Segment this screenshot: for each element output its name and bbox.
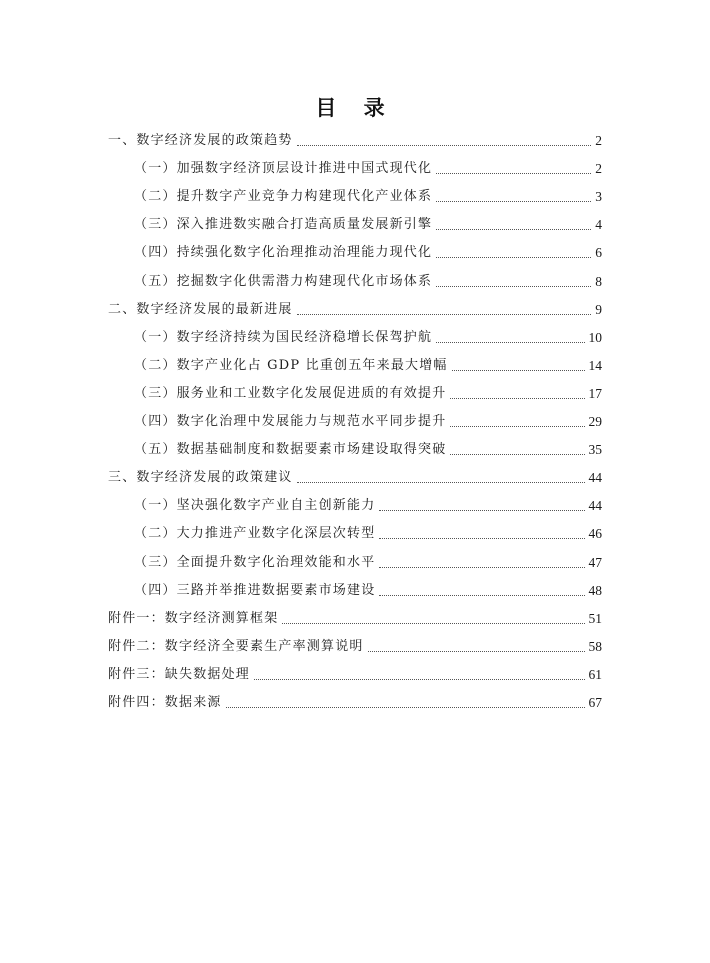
toc-entry[interactable] xyxy=(108,433,602,461)
toc-entry[interactable] xyxy=(108,180,602,208)
toc-page-number: 14 xyxy=(588,357,602,373)
toc-entry[interactable] xyxy=(108,293,602,321)
toc-page-number: 10 xyxy=(588,329,602,345)
toc-title: 目 录 xyxy=(315,96,395,120)
toc-dot-leader xyxy=(379,537,584,539)
toc-entry-text: （四）三路并举推进数据要素市场建设 xyxy=(134,582,376,598)
toc-dot-leader xyxy=(436,228,591,230)
toc-dot-leader xyxy=(450,397,584,399)
toc-page-number: 2 xyxy=(595,133,602,149)
toc-page-number: 44 xyxy=(588,498,602,514)
toc-dot-leader xyxy=(436,285,591,287)
toc-entry[interactable] xyxy=(108,630,602,658)
toc-page-number: 2 xyxy=(595,161,602,177)
toc-page-number: 44 xyxy=(588,470,602,486)
toc-page-number: 51 xyxy=(588,610,602,626)
toc-dot-leader xyxy=(282,622,584,624)
toc-page-number: 61 xyxy=(588,666,602,682)
toc-dot-leader xyxy=(450,453,584,455)
toc-dot-leader xyxy=(254,678,584,680)
toc-entry[interactable] xyxy=(108,405,602,433)
toc-dot-leader xyxy=(436,341,584,343)
toc-dot-leader xyxy=(297,313,592,315)
toc-list xyxy=(108,124,602,714)
toc-dot-leader xyxy=(450,425,584,427)
toc-entry[interactable] xyxy=(108,377,602,405)
toc-entry-text: （三）深入推进数实融合打造高质量发展新引擎 xyxy=(134,217,433,233)
toc-entry[interactable] xyxy=(108,152,602,180)
toc-entry-text: 附件三：缺失数据处理 xyxy=(108,666,251,682)
toc-entry[interactable] xyxy=(108,658,602,686)
toc-entry[interactable] xyxy=(108,349,602,377)
toc-entry-text: （四）数字化治理中发展能力与规范水平同步提升 xyxy=(134,414,447,430)
toc-page-number: 29 xyxy=(588,414,602,430)
toc-dot-leader xyxy=(368,650,585,652)
toc-entry-text: （二）大力推进产业数字化深层次转型 xyxy=(134,526,376,542)
toc-entry-text: 附件二：数字经济全要素生产率测算说明 xyxy=(108,638,364,654)
toc-entry[interactable] xyxy=(108,686,602,714)
toc-page-number: 4 xyxy=(595,217,602,233)
toc-dot-leader xyxy=(452,369,585,371)
toc-entry-text: （二）提升数字产业竞争力构建现代化产业体系 xyxy=(134,189,433,205)
toc-dot-leader xyxy=(297,144,592,146)
toc-entry[interactable] xyxy=(108,574,602,602)
toc-entry-text: （二）数字产业化占 GDP 比重创五年来最大增幅 xyxy=(134,357,448,373)
toc-entry-text: 二、数字经济发展的最新进展 xyxy=(108,301,293,317)
toc-page-number: 67 xyxy=(588,694,602,710)
toc-dot-leader xyxy=(379,509,584,511)
toc-entry[interactable] xyxy=(108,124,602,152)
toc-page-number: 35 xyxy=(588,442,602,458)
toc-dot-leader xyxy=(297,481,585,483)
toc-entry[interactable] xyxy=(108,489,602,517)
toc-entry[interactable] xyxy=(108,208,602,236)
toc-entry-text: （一）坚决强化数字产业自主创新能力 xyxy=(134,498,376,514)
toc-page-number: 48 xyxy=(588,582,602,598)
toc-entry-text: （一）加强数字经济顶层设计推进中国式现代化 xyxy=(134,161,433,177)
toc-entry-text: 附件一：数字经济测算框架 xyxy=(108,610,279,626)
toc-entry[interactable] xyxy=(108,517,602,545)
toc-entry-text: （三）服务业和工业数字化发展促进质的有效提升 xyxy=(134,385,447,401)
toc-dot-leader xyxy=(226,706,585,708)
toc-page-number: 58 xyxy=(588,638,602,654)
toc-page-number: 47 xyxy=(588,554,602,570)
toc-dot-leader xyxy=(379,566,584,568)
toc-page-number: 17 xyxy=(588,385,602,401)
toc-entry[interactable] xyxy=(108,602,602,630)
toc-entry[interactable] xyxy=(108,264,602,292)
toc-entry[interactable] xyxy=(108,545,602,573)
toc-dot-leader xyxy=(436,172,591,174)
toc-entry-text: 附件四：数据来源 xyxy=(108,694,222,710)
toc-entry-text: （五）挖掘数字化供需潜力构建现代化市场体系 xyxy=(134,273,433,289)
toc-entry-text: 三、数字经济发展的政策建议 xyxy=(108,470,293,486)
toc-entry[interactable] xyxy=(108,321,602,349)
toc-entry[interactable] xyxy=(108,236,602,264)
toc-entry-text: 一、数字经济发展的政策趋势 xyxy=(108,133,293,149)
toc-page-number: 8 xyxy=(595,273,602,289)
toc-page-number: 9 xyxy=(595,301,602,317)
toc-page-number: 46 xyxy=(588,526,602,542)
toc-entry-text: （五）数据基础制度和数据要素市场建设取得突破 xyxy=(134,442,447,458)
toc-page-number: 6 xyxy=(595,245,602,261)
toc-entry-text: （三）全面提升数字化治理效能和水平 xyxy=(134,554,376,570)
toc-entry[interactable] xyxy=(108,461,602,489)
toc-dot-leader xyxy=(379,594,584,596)
toc-dot-leader xyxy=(436,256,591,258)
toc-entry-text: （四）持续强化数字化治理推动治理能力现代化 xyxy=(134,245,433,261)
toc-dot-leader xyxy=(436,200,591,202)
toc-page-number: 3 xyxy=(595,189,602,205)
toc-entry-text: （一）数字经济持续为国民经济稳增长保驾护航 xyxy=(134,329,433,345)
